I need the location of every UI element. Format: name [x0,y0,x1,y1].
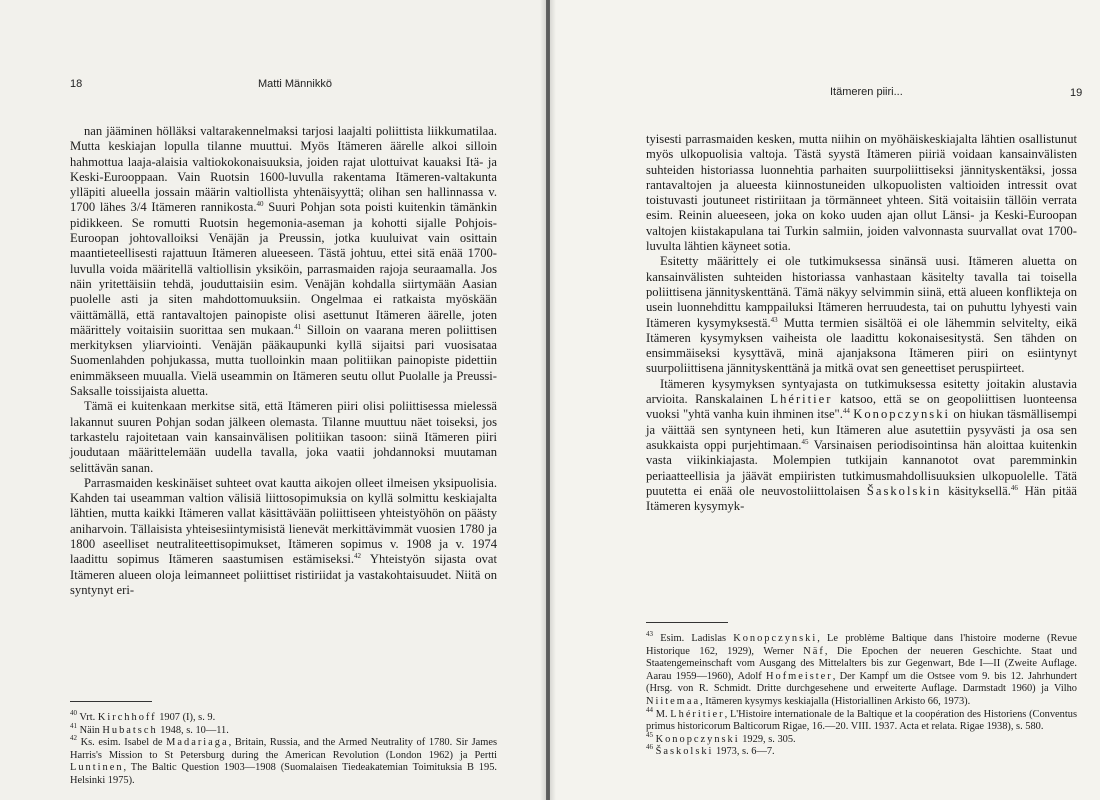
text-run: Itämeren kysymyksen syntyajasta on tutkimuksessa esitetty joitakin alustavia arvioita. Ranskalainen [646,376,1077,407]
footnote-ref: 43 [770,315,778,324]
footnote-ref: 46 [1010,483,1018,492]
footnote-number: 44 [646,705,653,714]
text-run: käsityksellä. [941,483,1011,498]
footnote-text: 1948, s. 10—11. [157,724,229,736]
footnote-ref: 44 [842,407,850,416]
footnote-text: , Itämeren kysymys keskiajalla (Historiallinen Arkisto 66, 1973). [700,695,971,707]
footnote-author: Šaskolski [655,746,714,758]
right-body-text [646,132,1077,514]
footnote-ref: 45 [801,437,809,446]
paragraph [70,124,497,399]
left-page [0,0,546,800]
paragraph [70,399,497,475]
footnote-text: , The Baltic Question 1903—1908 (Suomalaisen Tiedeakatemian Toimituksia B 195. Helsinki 1975). [70,762,497,786]
footnote-text: , Britain, Russia, and the Armed Neutrality of 1780. Sir James Harris's Mission to St Petersburg during the American Revolution (London 1962) ja Pertti [70,737,497,761]
footnote [646,730,1077,747]
footnote-author: Niitemaa [646,695,701,707]
footnote-author: Hofmeister [766,670,833,682]
footnote-text: , Der Kampf um die Ostsee vom 9. bis 12. Jahrhundert (Hrsg. von R. Schmidt. Dritte durchgesehene und erweiterte Auflage. Darmstadt 1960) ja Vilho [646,670,1077,695]
spaced-author-name: Konopczynski [853,407,951,422]
spaced-author-name: Šaskolskin [866,483,942,498]
right-running-head: Itämeren piiri... [830,86,903,98]
footnote-number: 40 [70,709,77,717]
spaced-author-name: Lhéritier [770,392,833,407]
right-page-number: 19 [1070,87,1083,99]
left-body-text [70,124,497,598]
text-run: tyisesti parrasmaiden kesken, mutta niihin on myöhäiskeskiajalta lähtien osallistunut myös ulkopuolisia valtoja. Tästä syystä Itämeren piiriä voidaan kansainvälisten suhteiden historiassa luonnehtia parhaiten suurpoliittiseksi jännityskentäksi, jossa rantavaltojen ja alueesta kiinnostuneiden ulkopuolisten valtioiden intressit ovat toistuvasti joutuneet ristiriitaan ja törmänneet yhteen. Sitä voitaisiin tällöin verrata esim. Reinin alueeseen, joka on koko uuden ajan ollut Länsi- ja Keski-Euroopan valtojen kiistakapulana tai Turkin salmiin, joiden valvonnasta suurvallat ovat 1700-luvulta lähtien käyneet sotia. [646,132,1077,254]
footnote-author: Madariaga [166,737,229,749]
footnote-number: 43 [646,630,653,638]
text-run: Tämä ei kuitenkaan merkitse sitä, että Itämeren piiri olisi poliittisessa mielessä lakannut suuren Pohjan sodan jälkeen olemasta. Tilanne muuttuu näet toiseksi, jos tarkastelu rajoitetaan vain kansainvälisen politiikan tasoon: siinä Itämeren piiri joudutaan määrittelemään uudella tavalla, joka vaatii johdannoksi muutaman selittävän sanan. [70,399,497,475]
text-run: Yhteistyön sijasta ovat Itämeren alueen oloja leimanneet poliittiset ristiriidat ja vastakohtaisuudet. Niitä on syntynyt eri- [70,552,497,597]
footnote [70,734,497,787]
footnote-text: , Die Epochen der neueren Geschichte. Staat und Staatengemeinschaft vom Ausgang des Mittelalters bis zur Gegenwart, Bde I—II (Zweite Auflage. Aarau 1959—1960), Adolf [646,645,1077,682]
right-page [550,0,1100,800]
text-run: on hiukan täsmällisempi ja väittää sen syntyneen heti, kun Itämeren alue asutettiin pysyvästi ja osa sen asukkaista oppi purjehtimaan. [646,407,1077,452]
footnote-text: Vrt. [77,712,98,723]
footnote-author: Lhéritier [670,708,725,720]
footnote-text: , L'Histoire internationale de la Baltique et la coopération des Historiens (Conventus primus historicorum Balticorum Rigae, 16.—20. VIII. 1937. Acta et relata. Rigae 1938), s. 580. [646,708,1077,733]
footnote-author: Hubatsch [102,724,158,736]
footnote-number: 42 [70,734,77,743]
footnote-text: M. [653,708,671,720]
footnote-number: 41 [70,721,77,730]
footnote [70,721,497,738]
footnote-author: Näf [803,645,825,657]
left-footnote-rule [70,701,152,702]
left-page-number: 18 [70,78,83,90]
footnote-author: Konopczynski [655,733,740,745]
footnote [646,743,1077,759]
footnote-text: Ks. esim. Isabel de [77,737,167,749]
text-run: nan jääminen hölläksi valtarakennelmaksi tarjosi laajalti poliittista liikkumatilaa. Mutta keskiajan lopulla tilanne muuttui. Myös Itämeren äärelle alkoi silloin hahmottua laaja-alaisia valtiokokonaisuuksia, joiden rajat ulottuivat kauaksi Itä- ja Keski-Eurooppaan. Vain Ruotsin 1600-luvulla rakentama Itämeren-valtakunta ylläpiti alueella jossain määrin valtiollista yhtenäisyyttä; olihan sen hallinnassa v. 1700 lähes 3/4 Itämeren rannikosta. [70,124,497,215]
text-run: katsoo, että se on geopoliittisen luonteensa vuoksi "yhtä vanha kuin ihminen itse". [646,392,1077,422]
footnote-number: 46 [646,743,653,752]
text-run: Esitetty määrittely ei ole tutkimuksessa sinänsä uusi. Itämeren aluetta on kansainvälisten suhteiden historiassa vanhastaan käsitelty tavalla tai toisella poliittisena jännityskenttänä. Tämä näkyy selvimmin siinä, että alueen konflikteja on usein luonnehdittu kamppailuksi Itämeren herruudesta, tai on puhuttu lyhyesti vain Itämeren kysymyksestä. [646,254,1077,330]
footnote-text: Näin [77,724,103,736]
paragraph [70,476,497,598]
footnote-text: 1907 (I), s. 9. [156,712,216,723]
footnote-text: , Le problème Baltique dans l'histoire moderne (Revue Historique 162, 1929), Werner [646,633,1077,657]
footnote-ref: 40 [256,200,264,209]
footnote [646,705,1077,734]
footnote-ref: 41 [294,322,302,331]
footnote-text: 1929, s. 305. [739,733,796,745]
text-run: Mutta termien sisältöä ei ole lähemmin selvitelty, eikä Itämeren kysymyksen vaiheista ole laadittu kokonaisesitystä. Sen tähden on ensimmäiseksi kysyttävä, minä ajanjaksona Itämeren piiri on esiintynyt suurpoliittisena jännityskenttänä ja mitkä ovat sen geneettiset peruspiirteet. [646,315,1077,376]
book-gutter-shadow [540,0,556,800]
footnote [646,630,1077,709]
footnote-number: 45 [646,730,653,739]
text-run: Suuri Pohjan sota poisti kuitenkin tämänkin pidikkeen. Se romutti Ruotsin hegemonia-aseman ja kohotti sijalle Pohjois-Euroopan johtovalloiksi Venäjän ja Preussin, jotka kuuluivat vain osittain maantieteellisesti rajattuun Itämeren alueeseen. Tästä johtuu, ettei sitä enää 1700-luvulla voida määritellä valtiollisin yksiköin, parrasmaiden rajoja seuraamalla. Jos näin yritettäisiin tehdä, jouduttaisiin esim. Venäjän kohdalla siirtymään Aasian puolelle asti ja siten mahdottomuuksiin. Ongelmaa ei ratkaista myöskään väittämällä, että rantavaltojen painopiste olisi asettunut Itämeren äärelle, joten määrittely voitaisiin suorittaa sen mukaan. [70,200,497,337]
footnote-text: 1973, s. 6—7. [713,746,775,758]
footnote-text: Esim. Ladislas [653,633,734,644]
right-footnotes [646,630,1077,759]
footnote [70,709,497,725]
text-run: Hän pitää Itämeren kysymyk- [646,483,1077,514]
footnote-ref: 42 [353,552,361,561]
footnote-author: Konopczynski [733,633,818,644]
text-run: Varsinaisen periodisointinsa hän aloittaa kuitenkin vasta viikinkiajasta. Molempien tutkijain kannanotot ovat paremminkin periaatteellisia ja jäävät empiiristen tutkimusmahdollisuuksien ulkopuolelle. Tätä puutetta ei enää ole neuvostoliittolaisen [646,437,1077,498]
paragraph [646,132,1077,254]
text-run: Silloin on vaarana meren poliittisen merkityksen yliarviointi. Venäjän pääkaupunki kyllä sijaitsi pari vuosisataa Suomenlahden pohjukassa, mutta tuolloinkin maan politiikan painopiste pidettiin enimmäkseen muualla. Vielä useammin on Itämeren seutu ollut Puolalle ja Preussi-Saksalle toissijaista aluetta. [70,322,497,399]
left-footnotes [70,709,497,788]
footnote-author: Kirchhoff [97,712,157,723]
left-running-head: Matti Männikkö [258,78,332,90]
right-footnote-rule [646,622,728,623]
footnote-author: Luntinen [70,762,124,774]
paragraph [646,254,1077,376]
text-run: Parrasmaiden keskinäiset suhteet ovat kautta aikojen olleet ilmeisen yksipuolisia. Kahden tai useamman valtion välisiä liittosopimuksia on kyllä solmittu keskiajalta lähtien, mutta kaikki Itämeren vallat käsittävään poliittiseen yhteistyöhön on päästy aniharvoin. Tällaisista yhteisesiintymisistä lienevät merkittävimmät vuosien 1780 ja 1800 aseelliset neutraliteettisopimukset, Itämeren sopimus v. 1908 ja v. 1974 laadittu sopimus Itämeren saastumisen estämiseksi. [70,475,497,567]
paragraph [646,377,1077,515]
